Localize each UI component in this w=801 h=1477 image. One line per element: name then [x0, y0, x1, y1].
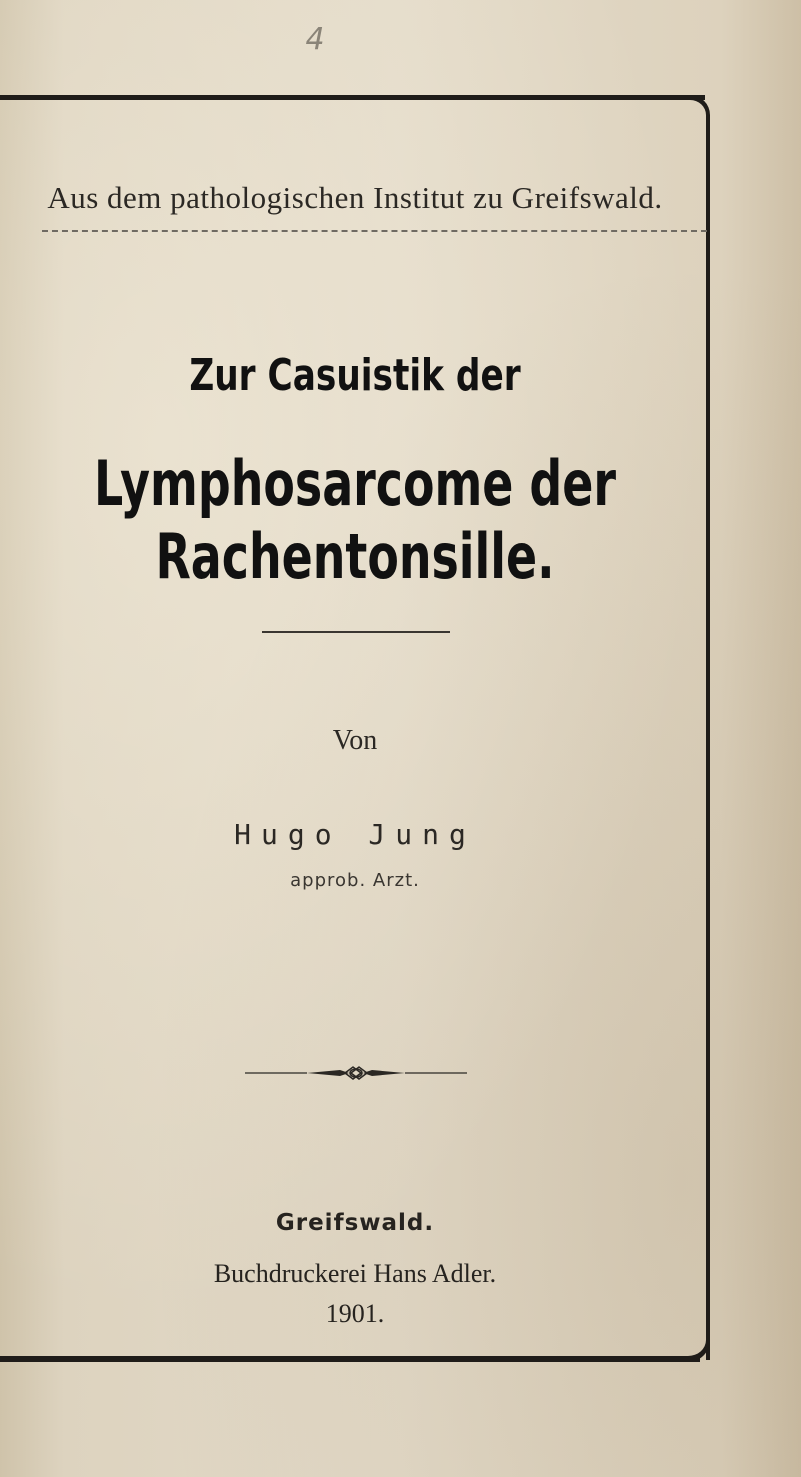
pencil-annotation: 4 — [305, 22, 325, 57]
author-name: Hugo Jung — [234, 818, 476, 851]
frame-top-border — [0, 95, 705, 100]
header-divider — [42, 230, 707, 232]
author-degree: approb. Arzt. — [290, 870, 420, 891]
ornament-divider — [245, 1064, 467, 1082]
institute-header: Aus dem pathologischen Institut zu Greifswald. — [47, 180, 663, 215]
imprint-printer: Buchdruckerei Hans Adler. — [213, 1259, 497, 1288]
title-line-2: Lymphosarcome der Rachentonsille. — [94, 447, 616, 593]
byline-label: Von — [332, 725, 378, 756]
title-divider — [262, 631, 450, 633]
imprint-place: Greifswald. — [275, 1210, 435, 1236]
frame-bottom-border — [0, 1356, 700, 1362]
title-line-1: Zur Casuistik der — [189, 350, 521, 401]
imprint-year: 1901. — [325, 1299, 385, 1328]
